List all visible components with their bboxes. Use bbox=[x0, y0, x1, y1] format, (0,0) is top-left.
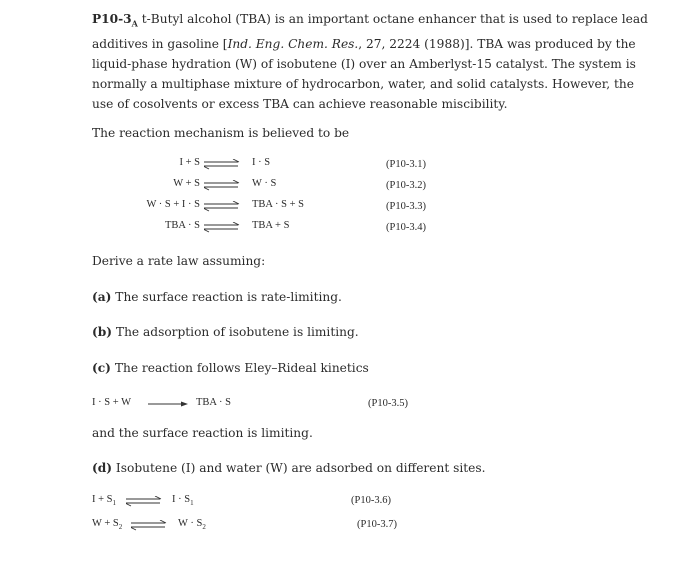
site-equation-2-lhs: $W + S_2$ bbox=[92, 518, 123, 532]
surface-limiting-note: and the surface reaction is limiting. bbox=[92, 426, 313, 440]
equilibrium-arrow-icon bbox=[204, 222, 244, 234]
equation-2-rhs: W · S bbox=[252, 178, 277, 189]
equation-4-tag: (P10-3.4) bbox=[386, 222, 426, 233]
site-equation-2-tag: (P10-3.7) bbox=[357, 519, 397, 530]
mechanism-intro: The reaction mechanism is believed to be bbox=[92, 126, 350, 140]
equilibrium-arrow-icon bbox=[126, 496, 166, 508]
part-c: (c) The reaction follows Eley–Rideal kinetics bbox=[92, 361, 369, 375]
equation-1-rhs: I · S bbox=[252, 157, 271, 168]
equation-2-lhs: W + S bbox=[173, 178, 200, 189]
equilibrium-arrow-icon bbox=[204, 159, 244, 171]
journal-name: Ind. Eng. Chem. Res. bbox=[227, 36, 359, 51]
part-d: (d) Isobutene (I) and water (W) are adsorbed on different sites. bbox=[92, 461, 486, 475]
equation-4-rhs: TBA + S bbox=[252, 220, 290, 231]
equilibrium-arrow-icon bbox=[204, 180, 244, 192]
eley-rideal-rhs: TBA · S bbox=[196, 397, 232, 408]
equation-3-tag: (P10-3.3) bbox=[386, 201, 426, 212]
equation-1-lhs: I + S bbox=[179, 157, 200, 168]
problem-statement: $P10-3_A$ t-Butyl alcohol (TBA) is an important octane enhancer that is used to replace lead additives in gasoline [Ind. Eng. Chem. Res., 27, 2224 (1988)]. TBA was produced by the liquid-phase hydration (W) of isobutene (I) over an Amberlyst-15 catalyst. The system is normally a multiphase mixture of hydrocarbon, water, and solid catalysts. However, the use of cosolvents or excess TBA can achieve reasonable miscibility. bbox=[92, 12, 648, 112]
equation-4-lhs: TBA · S bbox=[164, 220, 200, 231]
site-equation-1-lhs: $I + S_1$ bbox=[92, 494, 117, 508]
site-equation-2-rhs: $W \cdot S_2$ bbox=[178, 518, 206, 532]
equilibrium-arrow-icon bbox=[204, 201, 244, 213]
equation-3-rhs: TBA · S + S bbox=[252, 199, 305, 210]
site-equation-1-tag: (P10-3.6) bbox=[351, 495, 391, 506]
eley-rideal-tag: (P10-3.5) bbox=[368, 398, 408, 409]
derive-prompt: Derive a rate law assuming: bbox=[92, 254, 266, 268]
equilibrium-arrow-icon bbox=[131, 520, 171, 532]
equation-3-lhs: W · S + I · S bbox=[146, 199, 200, 210]
equation-1-tag: (P10-3.1) bbox=[386, 159, 426, 170]
part-b: (b) The adsorption of isobutene is limiting. bbox=[92, 325, 359, 339]
problem-number: $P10-3_A$ bbox=[92, 12, 138, 29]
site-equation-1-rhs: $I \cdot S_1$ bbox=[172, 494, 194, 508]
equation-2-tag: (P10-3.2) bbox=[386, 180, 426, 191]
part-a: (a) The surface reaction is rate-limiting. bbox=[92, 290, 342, 304]
forward-arrow-icon bbox=[148, 400, 190, 408]
eley-rideal-lhs: I · S + W bbox=[92, 397, 131, 408]
